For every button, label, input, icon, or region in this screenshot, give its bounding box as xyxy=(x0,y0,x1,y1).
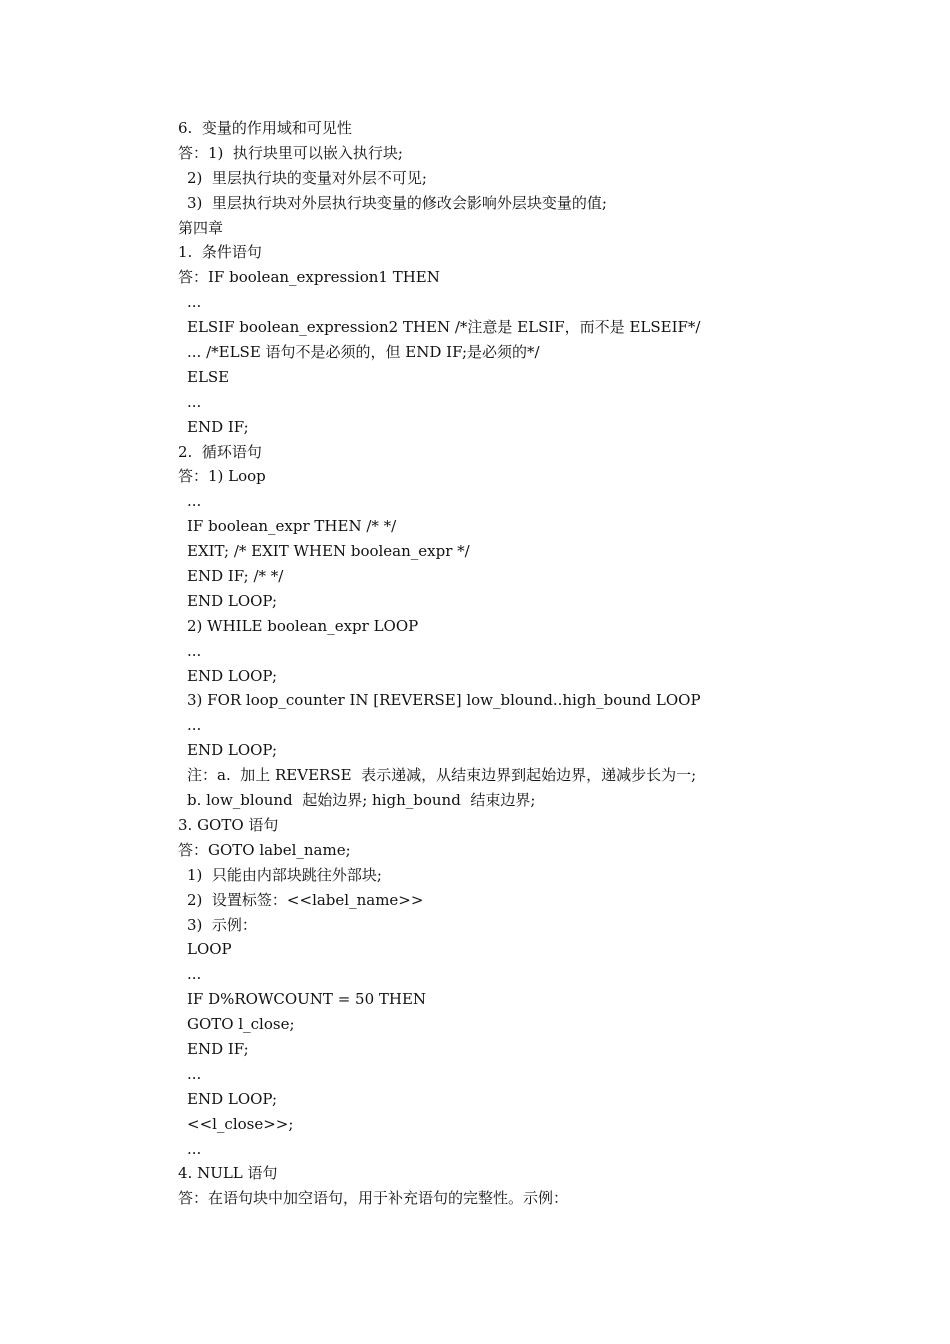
text-line: 第四章 xyxy=(178,218,224,237)
text-line: 答：IF boolean_expression1 THEN xyxy=(178,268,440,287)
text-line: 2) 里层执行块的变量对外层不可见; xyxy=(187,168,427,187)
text-line: 答：GOTO label_name; xyxy=(178,840,351,859)
text-line: END LOOP; xyxy=(187,1089,278,1108)
text-line: 3) 里层执行块对外层执行块变量的修改会影响外层块变量的值; xyxy=(187,193,607,212)
text-line: <<l_close>>; xyxy=(187,1114,294,1133)
text-line: END IF; xyxy=(187,417,249,436)
text-line: ... xyxy=(187,641,202,660)
text-line: END IF; /* */ xyxy=(187,567,284,586)
text-line: END LOOP; xyxy=(187,741,278,760)
text-line: ELSIF boolean_expression2 THEN /*注意是 ELSIF，而不是 ELSEIF*/ xyxy=(187,318,701,337)
text-line: ... xyxy=(187,293,202,312)
text-line: LOOP xyxy=(187,940,232,959)
text-line: 答：在语句块中加空语句，用于补充语句的完整性。示例： xyxy=(178,1189,569,1208)
text-line: ... xyxy=(187,965,202,984)
text-line: 3) 示例： xyxy=(187,915,257,934)
text-line: ELSE xyxy=(187,367,230,386)
text-line: ... xyxy=(187,1139,202,1158)
text-line: 6. 变量的作用域和可见性 xyxy=(178,119,352,137)
document-body xyxy=(178,116,878,1211)
text-line: EXIT; /* EXIT WHEN boolean_expr */ xyxy=(187,542,470,561)
text-line: b. low_blound 起始边界; high_bound 结束边界; xyxy=(187,791,536,810)
text-line: 1) 只能由内部块跳往外部块; xyxy=(187,865,382,884)
text-line: END IF; xyxy=(187,1039,249,1058)
text-line: 注：a. 加上 REVERSE 表示递减，从结束边界到起始边界，递减步长为一; xyxy=(187,766,697,785)
text-line: ... xyxy=(187,392,202,411)
text-line: 2. 循环语句 xyxy=(178,442,262,461)
text-line: 答：1) Loop xyxy=(178,467,266,486)
text-line: GOTO l_close; xyxy=(187,1015,295,1034)
text-line: END LOOP; xyxy=(187,591,278,610)
text-line: ... /*ELSE 语句不是必须的，但 END IF;是必须的*/ xyxy=(187,343,540,362)
text-line: IF boolean_expr THEN /* */ xyxy=(187,517,397,536)
text-line: ... xyxy=(187,716,202,735)
text-line: ... xyxy=(187,492,202,511)
text-line: 3) FOR loop_counter IN [REVERSE] low_blound..high_bound LOOP xyxy=(187,691,701,710)
text-line: 4. NULL 语句 xyxy=(178,1164,278,1183)
text-line: END LOOP; xyxy=(187,666,278,685)
text-line: 3. GOTO 语句 xyxy=(178,815,279,834)
text-line: 2) WHILE boolean_expr LOOP xyxy=(187,616,419,635)
text-line: 2) 设置标签：<<label_name>> xyxy=(187,890,424,909)
text-line: IF D%ROWCOUNT = 50 THEN xyxy=(187,990,427,1009)
text-line: ... xyxy=(187,1064,202,1083)
text-line: 答：1) 执行块里可以嵌入执行块; xyxy=(178,143,403,162)
text-line: 1. 条件语句 xyxy=(178,243,262,262)
